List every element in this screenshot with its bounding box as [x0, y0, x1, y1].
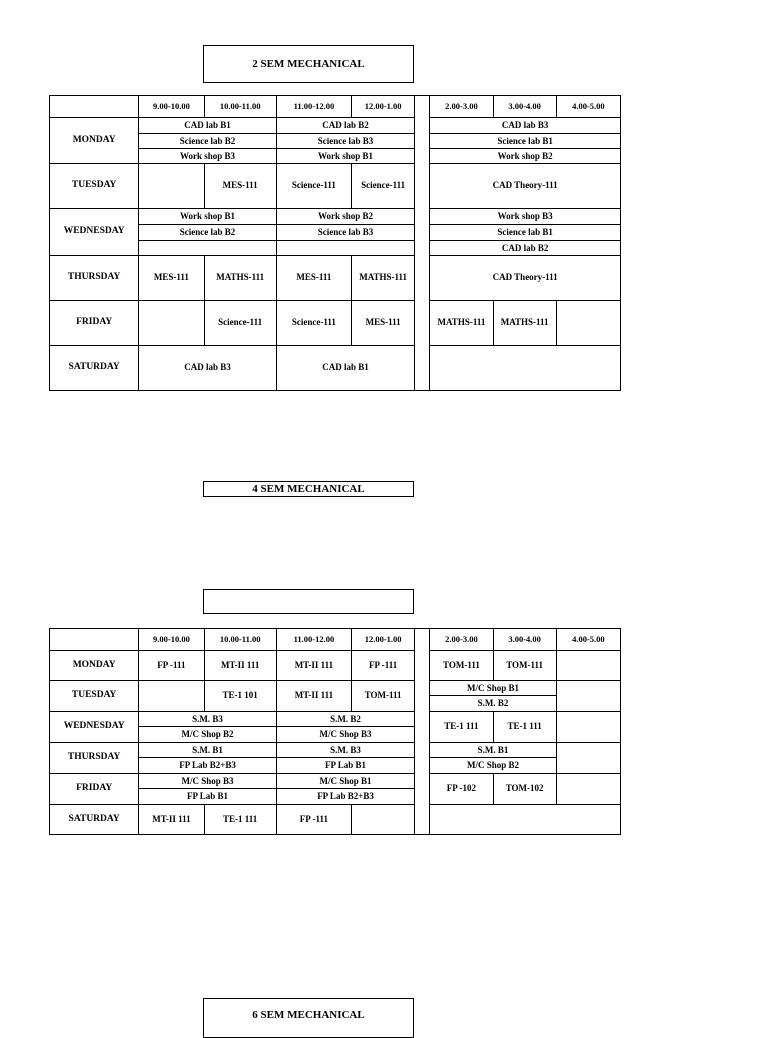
header-row — [50, 96, 621, 118]
session-cell: Work shop B3 — [430, 209, 620, 225]
session-cell: FP -111 — [139, 651, 204, 681]
timetable-4-sem — [49, 628, 621, 835]
session-cell: S.M. B3 — [139, 712, 275, 727]
timetable-2-sem — [49, 95, 621, 391]
session-cell: Science lab B3 — [277, 134, 414, 149]
session-group — [430, 743, 556, 774]
row-saturday — [50, 346, 621, 391]
session-cell: CAD Theory-111 — [430, 256, 621, 301]
time-header: 11.00-12.00 — [276, 96, 351, 118]
row-friday — [50, 301, 621, 346]
session-cell: CAD lab B3 — [139, 346, 276, 391]
session-cell: Science-111 — [276, 301, 351, 346]
day-label: WEDNESDAY — [50, 712, 139, 743]
day-label: FRIDAY — [50, 774, 139, 805]
session-cell: Work shop B2 — [277, 209, 414, 225]
day-label: SATURDAY — [50, 805, 139, 835]
session-cell — [556, 301, 620, 346]
row-wednesday — [50, 209, 621, 256]
row-monday — [50, 651, 621, 681]
session-cell: FP Lab B2+B3 — [317, 791, 374, 801]
session-cell: S.M. B2 — [277, 712, 414, 727]
session-cell — [430, 805, 621, 835]
session-cell: FP Lab B2+B3 — [179, 760, 236, 770]
session-cell: FP -111 — [276, 805, 351, 835]
session-cell: MT-II 111 — [276, 681, 351, 712]
session-cell: CAD lab B3 — [430, 118, 620, 134]
corner-cell — [50, 629, 139, 651]
session-cell — [556, 712, 620, 743]
session-cell: MES-111 — [352, 301, 415, 346]
session-cell: FP Lab B1 — [325, 760, 367, 770]
day-label: MONDAY — [50, 118, 139, 164]
day-label: TUESDAY — [50, 164, 139, 209]
session-group — [276, 743, 414, 774]
session-cell: TOM-111 — [430, 651, 493, 681]
time-header: 4.00-5.00 — [556, 96, 620, 118]
session-cell: Science-111 — [352, 164, 415, 209]
session-cell — [556, 651, 620, 681]
time-header: 2.00-3.00 — [430, 96, 493, 118]
session-cell: MT-II 111 — [276, 651, 351, 681]
session-cell: MES-111 — [139, 256, 204, 301]
session-cell — [352, 805, 415, 835]
time-header: 9.00-10.00 — [139, 629, 204, 651]
time-header: 10.00-11.00 — [204, 96, 276, 118]
session-cell: Work shop B1 — [139, 209, 275, 225]
session-cell: Science lab B3 — [277, 225, 414, 241]
session-cell: Science-111 — [276, 164, 351, 209]
time-header: 2.00-3.00 — [430, 629, 493, 651]
session-cell: CAD lab B1 — [139, 118, 275, 134]
day-label: TUESDAY — [50, 681, 139, 712]
session-cell: TOM-111 — [493, 651, 556, 681]
time-header: 12.00-1.00 — [352, 96, 415, 118]
session-group — [139, 774, 276, 805]
time-header: 3.00-4.00 — [493, 96, 556, 118]
day-label: THURSDAY — [50, 256, 139, 301]
session-group — [430, 209, 621, 256]
session-group — [139, 712, 276, 743]
session-cell — [556, 743, 620, 774]
time-header: 4.00-5.00 — [556, 629, 620, 651]
session-cell — [139, 301, 204, 346]
session-cell: TE-1 111 — [493, 712, 556, 743]
session-cell: M/C Shop B1 — [277, 774, 414, 789]
session-cell: MATHS-111 — [430, 301, 493, 346]
session-cell: M/C Shop B3 — [139, 774, 275, 789]
session-group — [276, 118, 414, 164]
session-group — [276, 712, 414, 743]
session-cell: S.M. B1 — [139, 743, 275, 758]
day-label: SATURDAY — [50, 346, 139, 391]
session-cell: S.M. B2 — [477, 698, 509, 708]
session-cell: M/C Shop B2 — [181, 729, 234, 739]
day-label: THURSDAY — [50, 743, 139, 774]
session-group — [430, 118, 621, 164]
session-cell: CAD lab B2 — [501, 243, 549, 253]
session-cell: TE-1 101 — [204, 681, 276, 712]
session-cell: M/C Shop B1 — [430, 681, 555, 696]
session-cell — [139, 164, 204, 209]
row-thursday — [50, 743, 621, 774]
session-cell: TE-1 111 — [430, 712, 493, 743]
session-cell: FP Lab B1 — [187, 791, 229, 801]
session-cell: M/C Shop B2 — [467, 760, 520, 770]
session-cell: Work shop B2 — [497, 151, 553, 161]
session-cell: MES-111 — [276, 256, 351, 301]
session-cell — [277, 241, 414, 255]
time-header: 12.00-1.00 — [352, 629, 415, 651]
session-cell — [556, 774, 620, 805]
session-cell: Work shop B1 — [318, 151, 374, 161]
session-cell: MATHS-111 — [352, 256, 415, 301]
session-group — [139, 743, 276, 774]
session-cell: Science lab B1 — [430, 134, 620, 149]
day-label: WEDNESDAY — [50, 209, 139, 256]
session-cell: MT-II 111 — [204, 651, 276, 681]
session-cell — [139, 681, 204, 712]
session-cell: MATHS-111 — [204, 256, 276, 301]
session-cell: FP -102 — [430, 774, 493, 805]
row-monday — [50, 118, 621, 164]
timetable-title-box — [203, 589, 414, 614]
row-thursday — [50, 256, 621, 301]
day-label: FRIDAY — [50, 301, 139, 346]
session-cell: Science-111 — [204, 301, 276, 346]
session-cell: Science lab B1 — [430, 225, 620, 241]
time-header: 9.00-10.00 — [139, 96, 204, 118]
day-label: MONDAY — [50, 651, 139, 681]
session-cell: CAD lab B1 — [276, 346, 414, 391]
header-row — [50, 629, 621, 651]
session-cell: Science lab B2 — [139, 225, 275, 241]
session-cell: MT-II 111 — [139, 805, 204, 835]
session-cell: CAD lab B2 — [277, 118, 414, 134]
session-group — [139, 209, 276, 256]
lunch-break-column — [415, 629, 430, 835]
row-wednesday — [50, 712, 621, 743]
session-cell: MATHS-111 — [493, 301, 556, 346]
timetable-title-4-sem: 4 SEM MECHANICAL — [203, 481, 414, 497]
session-cell: Work shop B3 — [180, 151, 236, 161]
session-group — [276, 209, 414, 256]
session-group — [430, 681, 556, 712]
session-group — [139, 118, 276, 164]
timetable-title-2-sem: 2 SEM MECHANICAL — [203, 45, 414, 83]
session-cell: Science lab B2 — [139, 134, 275, 149]
session-cell: TOM-111 — [352, 681, 415, 712]
timetable-title-6-sem: 6 SEM MECHANICAL — [203, 998, 414, 1038]
session-cell — [556, 681, 620, 712]
session-cell — [430, 346, 621, 391]
session-cell: M/C Shop B3 — [319, 729, 372, 739]
time-header: 11.00-12.00 — [276, 629, 351, 651]
session-cell: TE-1 111 — [204, 805, 276, 835]
time-header: 3.00-4.00 — [493, 629, 556, 651]
row-tuesday — [50, 681, 621, 712]
session-cell: CAD Theory-111 — [430, 164, 621, 209]
session-cell: TOM-102 — [493, 774, 556, 805]
lunch-break-column — [415, 96, 430, 391]
session-cell — [139, 241, 275, 255]
time-header: 10.00-11.00 — [204, 629, 276, 651]
corner-cell — [50, 96, 139, 118]
row-friday — [50, 774, 621, 805]
session-cell: MES-111 — [204, 164, 276, 209]
session-cell: FP -111 — [352, 651, 415, 681]
session-group — [276, 774, 414, 805]
session-cell: S.M. B1 — [430, 743, 555, 758]
row-tuesday — [50, 164, 621, 209]
session-cell: S.M. B3 — [277, 743, 414, 758]
row-saturday — [50, 805, 621, 835]
